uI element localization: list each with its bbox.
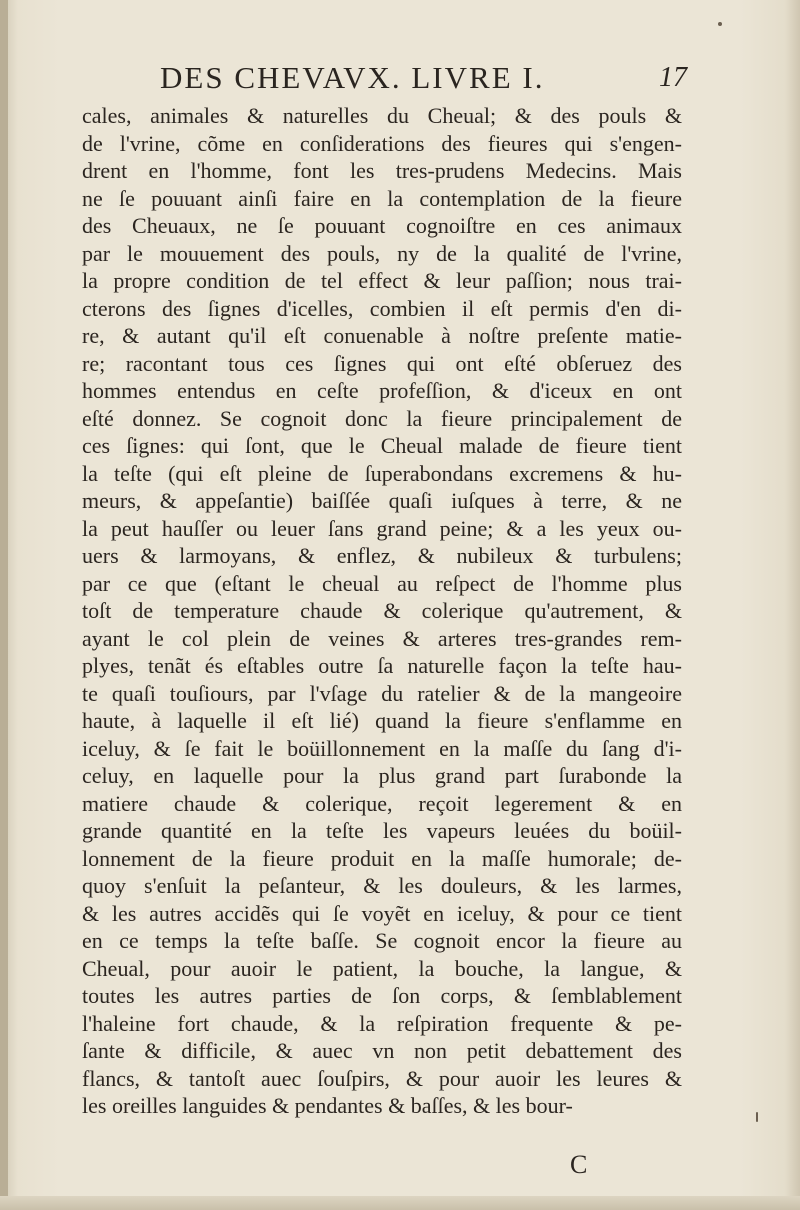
body-text bbox=[82, 102, 682, 1120]
text-line: par le mouuement des pouls, ny de la qualité de l'vrine, bbox=[82, 240, 682, 266]
text-line: cales, animales & naturelles du Cheual; & des pouls & bbox=[82, 103, 682, 128]
text-line: la peut hauſſer ou leuer ſans grand peine; & a les yeux ou- bbox=[82, 515, 682, 541]
text-line: par ce que (eſtant le cheual au reſpect de l'homme plus bbox=[82, 570, 682, 596]
page-bottom-edge bbox=[0, 1196, 800, 1210]
text-line: de l'vrine, cõme en conſiderations des fieures qui s'engen- bbox=[82, 130, 682, 156]
text-line: te quaſi touſiours, par l'vſage du ratelier & de la mangeoire bbox=[82, 680, 682, 706]
text-line: meurs, & appeſantie) baiſſée quaſi iuſques à terre, & ne bbox=[82, 488, 682, 513]
text-line: re, & autant qu'il eſt conuenable à noſtre preſente matie- bbox=[82, 323, 682, 348]
text-line: les oreilles languides & pendantes & baſſes, & les bour- bbox=[82, 1093, 573, 1118]
text-line: matiere chaude & colerique, reçoit legerement & en bbox=[82, 790, 682, 816]
page-number: 17 bbox=[659, 62, 687, 93]
text-line: drent en l'homme, font les tres-prudens Medecins. Mais bbox=[82, 158, 682, 183]
text-line: uers & larmoyans, & enflez, & nubileux & turbulens; bbox=[82, 543, 682, 568]
text-line: plyes, tenãt és eſtables outre ſa naturelle façon la teſte hau- bbox=[82, 653, 682, 678]
text-line: la teſte (qui eſt pleine de ſuperabondans excremens & hu- bbox=[82, 460, 682, 486]
text-line: iceluy, & ſe fait le boüillonnement en la maſſe du ſang d'i- bbox=[82, 735, 682, 761]
text-line: toſt de temperature chaude & colerique qu'autrement, & bbox=[82, 598, 682, 623]
text-line: hommes entendus en ceſte profeſſion, & d'iceux en ont bbox=[82, 378, 682, 403]
text-line: re; racontant tous ces ſignes qui ont eſté obſeruez des bbox=[82, 350, 682, 376]
text-line: eſté donnez. Se cognoit donc la fieure principalement de bbox=[82, 405, 682, 431]
text-line: grande quantité en la teſte les vapeurs leuées du boüil- bbox=[82, 818, 682, 843]
text-line: des Cheuaux, ne ſe pouuant cognoiſtre en ces animaux bbox=[82, 213, 682, 238]
paper-speck bbox=[756, 1112, 758, 1122]
text-line: ayant le col plein de veines & arteres tres-grandes rem- bbox=[82, 625, 682, 651]
paper-speck bbox=[718, 22, 722, 26]
text-line: celuy, en laquelle pour la plus grand part ſurabonde la bbox=[82, 763, 682, 788]
text-line: flancs, & tantoſt auec ſouſpirs, & pour auoir les leures & bbox=[82, 1065, 682, 1091]
signature-mark: C bbox=[570, 1150, 588, 1179]
text-line: en ce temps la teſte baſſe. Se cognoit encor la fieure au bbox=[82, 928, 682, 953]
page-header bbox=[150, 60, 695, 100]
text-line: & les autres accidẽs qui ſe voyẽt en iceluy, & pour ce tient bbox=[82, 900, 682, 926]
page-gutter bbox=[0, 0, 8, 1210]
text-line: lonnement de la fieure produit en la maſſe humorale; de- bbox=[82, 845, 682, 871]
text-line: toutes les autres parties de ſon corps, & ſemblablement bbox=[82, 983, 682, 1008]
text-line: ne ſe pouuant ainſi faire en la contemplation de la fieure bbox=[82, 185, 682, 211]
text-line: Cheual, pour auoir le patient, la bouche, la langue, & bbox=[82, 955, 682, 981]
text-line: l'haleine fort chaude, & la reſpiration frequente & pe- bbox=[82, 1010, 682, 1036]
text-line: cterons des ſignes d'icelles, combien il eſt permis d'en di- bbox=[82, 295, 682, 321]
text-line: la propre condition de tel effect & leur paſſion; nous trai- bbox=[82, 268, 682, 293]
running-head: DES CHEVAVX. LIVRE I. bbox=[160, 60, 545, 95]
text-line: ſante & difficile, & auec vn non petit debattement des bbox=[82, 1038, 682, 1063]
text-line: haute, à laquelle il eſt lié) quand la fieure s'enflamme en bbox=[82, 708, 682, 733]
text-line: quoy s'enſuit la peſanteur, & les douleurs, & les larmes, bbox=[82, 873, 682, 898]
text-line: ces ſignes: qui ſont, que le Cheual malade de fieure tient bbox=[82, 433, 682, 458]
